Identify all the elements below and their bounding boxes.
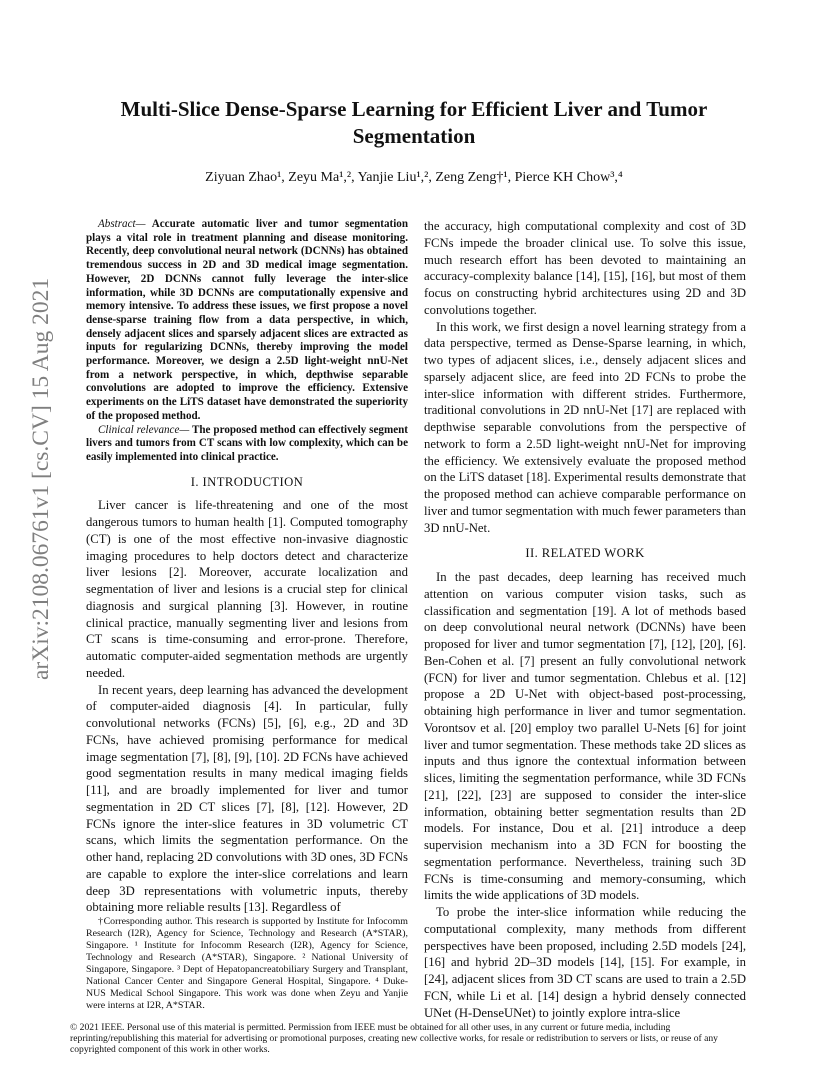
author-list: Ziyuan Zhao¹, Zeyu Ma¹,², Yanjie Liu¹,², Zeng Zeng†¹, Pierce KH Chow³,⁴ (205, 170, 623, 185)
intro-paragraph: In recent years, deep learning has advanced the development of computer-aided diagnosis [4]. In particular, fully convolutional networks (FCNs) [5], [6], e.g., 2D and 3D FCNs, have achieved promising performance for medical image segmentation [7], [8], [9], [10]. 2D FCNs have achieved good segmentation results in many medical imaging fields [11], and are broadly implemented for liver and tumor segmentation in 2D CT slices [7], [8], [12]. However, 2D FCNs ignore the inter-slice features in 3D volumetric CT scans, which limits the segmentation performance. On the other hand, replacing 2D convolutions with 3D ones, 3D FCNs are capable to explore the inter-slice correlations and learn deep 3D representations with volumetric inputs, thereby obtaining more reliable results [13]. Regardless of (86, 682, 408, 915)
clinical-relevance (86, 424, 408, 465)
affiliation-footnote: †Corresponding author. This research is supported by Institute for Infocomm Research (I2R), Agency for Science, Technology and Research (A*STAR), Singapore. ¹ Institute for Infocomm Research (I2R), Agency for Science, Technology and Research (A*STAR), Singapore. ² National University of Singapore, Singapore. ³ Dept of Hepatopancreatobiliary Surgery and Transplant, National Cancer Center and Singapore General Hospital, Singapore. ⁴ Duke-NUS Medical School Singapore. This work was done when Zeyu and Yanjie were interns at I2R, A*STAR. (86, 916, 408, 1012)
arxiv-identifier-stamp: arXiv:2108.06761v1 [cs.CV] 15 Aug 2021 (28, 277, 54, 680)
intro-paragraph: Liver cancer is life-threatening and one of the most dangerous tumors to human health [1]. Computed tomography (CT) is one of the most effective non-invasive diagnostic imaging procedures to help doctors detect and characterize liver lesions [2]. Moreover, accurate localization and segmentation of liver and lesions is a crucial step for clinical diagnosis and surgical planning [3]. However, in routine clinical practice, manually segmenting liver and lesions from CT scans is time-consuming and error-prone. Therefore, automatic computer-aided segmentation methods are urgently needed. (86, 498, 408, 680)
abstract-label: Abstract— (98, 218, 146, 230)
paper-title: Multi-Slice Dense-Sparse Learning for Efficient Liver and Tumor Segmentation (120, 97, 708, 148)
intro-paragraph: the accuracy, high computational complexity and cost of 3D FCNs impede the broader clinical use. To solve this issue, much research effort has been devoted to maintaining an accuracy-complexity balance [14], [15], [16], but most of them focus on constructing hybrid architectures using 2D and 3D convolutions together. (424, 219, 746, 317)
related-work-paragraph: In the past decades, deep learning has received much attention on various computer vision tasks, such as classification and segmentation [19]. A lot of methods based on deep convolutional neural network (DCNNs) have been proposed for liver and tumor segmentation [7], [12], [20], [6]. Ben-Cohen et al. [7] present an fully convolutional network (FCN) for liver and tumor segmentation. Chlebus et al. [12] propose a 2D U-Net with object-based post-processing, obtaining high performance in liver and tumor segmentation. Vorontsov et al. [20] employ two parallel U-Nets [6] for joint liver and tumor segmentation. These methods take 2D slices as inputs and thus ignore the contextual information between slices, limiting the segmentation performance, while 3D FCNs [21], [22], [23] are supposed to consider the inter-slice information, obtaining better segmentation results than 2D models. For instance, Dou et al. [21] introduce a deep supervision mechanism into a 3D FCN for boosting the segmentation performance. Nevertheless, training such 3D FCNs is time-consuming and memory-consuming, which limits the wide applications of 3D models. (424, 570, 746, 903)
related-work-paragraph: To probe the inter-slice information while reducing the computational complexity, many methods from different perspectives have been proposed, including 2.5D models [24], [16] and hybrid 2D–3D models [14], [15]. For example, in [24], adjacent slices from 3D CT scans are used to train a 2.5D FCN, while Li et al. [14] design a hybrid densely connected UNet (H-DenseUNet) to jointly explore intra-slice (424, 905, 746, 1020)
section-heading-related-work: II. RELATED WORK (525, 546, 645, 561)
abstract (86, 218, 408, 424)
intro-paragraph: In this work, we first design a novel learning strategy from a data perspective, termed as Dense-Sparse learning, in which, two types of adjacent slices, i.e., densely adjacent slices and sparsely adjacent slice, are feed into 2D FCNs to probe the inter-slice information with different strides. Furthermore, traditional convolutions in 2D nnU-Net [17] are replaced with depthwise separable convolutions from the perspective of network to form a 2.5D light-weight nnU-Net for improving the efficiency. We extensively evaluate the proposed method on the LiTS dataset [18]. Experimental results demonstrate that the proposed method can achieve comparable performance on liver and tumor segmentation with much fewer parameters than 3D nnU-Net. (424, 319, 747, 535)
section-heading-introduction: I. INTRODUCTION (190, 474, 304, 489)
abstract-text: Accurate automatic liver and tumor segmentation plays a vital role in treatment planning and disease monitoring. Recently, deep convolutional neural network (DCNNs) has obtained tremendous success in 2D and 3D medical image segmentation. However, 2D DCNNs cannot fully leverage the inter-slice information, while 3D DCNNs are computationally expensive and memory intensive. To address these issues, we first propose a novel dense-sparse training flow from a data perspective, in which, densely adjacent slices and sparsely adjacent slices are extracted as inputs for regularizing DCNNs, thereby improving the model performance. Moreover, we design a 2.5D light-weight nnU-Net from a network perspective, in which, depthwise separable convolutions are adopted to improve the efficiency. Extensive experiments on the LiTS dataset have demonstrated the superiority of the proposed method. (86, 218, 408, 422)
right-column (424, 218, 746, 1021)
clinical-relevance-text: The proposed method can effectively segment livers and tumors from CT scans with low complexity, which can be easily implemented into clinical practice. (86, 423, 408, 463)
clinical-relevance-label: Clinical relevance— (98, 423, 190, 436)
left-column (86, 218, 408, 1012)
copyright-notice: © 2021 IEEE. Personal use of this material is permitted. Permission from IEEE must be obtained for all other uses, in any current or future media, including reprinting/republishing this material for advertising or promotional purposes, creating new collective works, for resale or redistribution to servers or lists, or reuse of any copyrighted component of this work in other works. (70, 1022, 718, 1056)
